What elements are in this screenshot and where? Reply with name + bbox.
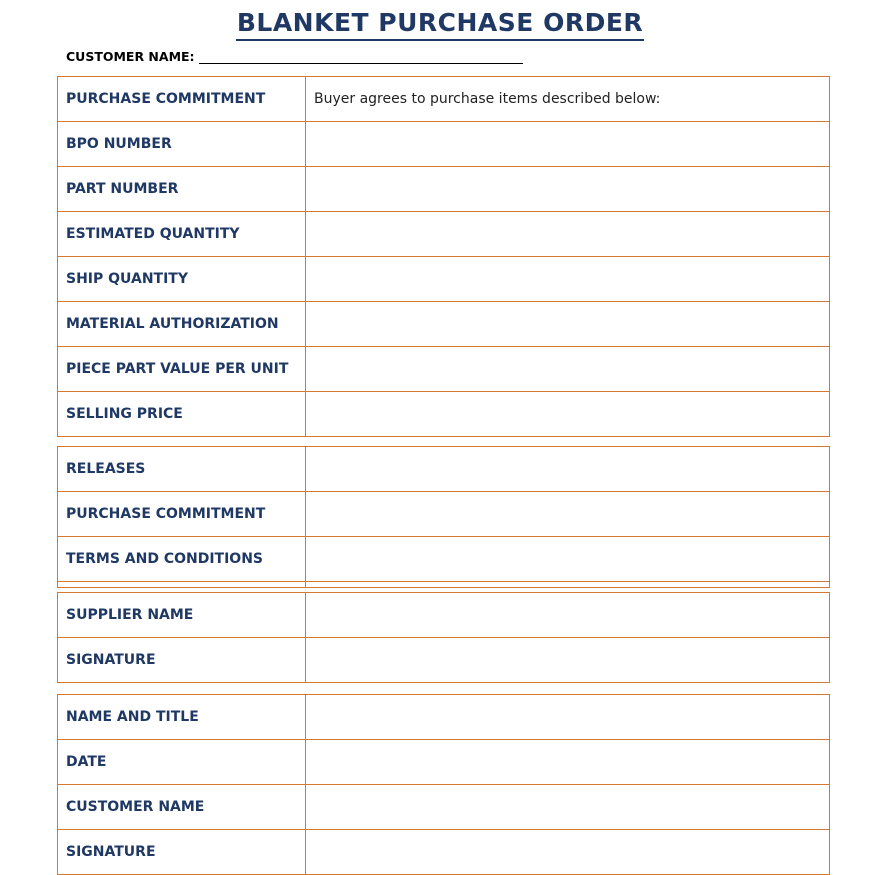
name-and-title-label: NAME AND TITLE <box>58 695 306 740</box>
table-row <box>58 537 830 582</box>
purchase-commitment-field-2[interactable] <box>306 492 830 537</box>
table-row <box>58 302 830 347</box>
part-number-label: PART NUMBER <box>58 167 306 212</box>
customer-name-row-field[interactable] <box>306 785 830 830</box>
table-row <box>58 77 830 122</box>
table-row <box>58 167 830 212</box>
bpo-number-field[interactable] <box>306 122 830 167</box>
supplier-name-label: SUPPLIER NAME <box>58 593 306 638</box>
customer-signoff-table <box>57 694 830 875</box>
table-row <box>58 593 830 638</box>
table-row <box>58 257 830 302</box>
spacer-cell <box>306 582 830 588</box>
releases-label: RELEASES <box>58 447 306 492</box>
name-and-title-field[interactable] <box>306 695 830 740</box>
supplier-signature-field[interactable] <box>306 638 830 683</box>
customer-name-line <box>66 49 523 64</box>
table-row <box>58 785 830 830</box>
customer-signature-field[interactable] <box>306 830 830 875</box>
purchase-commitment-label: PURCHASE COMMITMENT <box>58 77 306 122</box>
date-field[interactable] <box>306 740 830 785</box>
selling-price-label: SELLING PRICE <box>58 392 306 437</box>
document-title <box>0 2 880 41</box>
customer-signature-label: SIGNATURE <box>58 830 306 875</box>
purchase-commitment-label-2: PURCHASE COMMITMENT <box>58 492 306 537</box>
customer-name-field[interactable] <box>199 49 523 64</box>
terms-and-conditions-field[interactable] <box>306 537 830 582</box>
table-row <box>58 695 830 740</box>
customer-name-row-label: CUSTOMER NAME <box>58 785 306 830</box>
table-row <box>58 122 830 167</box>
material-authorization-field[interactable] <box>306 302 830 347</box>
table-row <box>58 740 830 785</box>
date-label: DATE <box>58 740 306 785</box>
ship-quantity-label: SHIP QUANTITY <box>58 257 306 302</box>
piece-part-value-label: PIECE PART VALUE PER UNIT <box>58 347 306 392</box>
selling-price-field[interactable] <box>306 392 830 437</box>
supplier-table <box>57 592 830 683</box>
document-title-text: BLANKET PURCHASE ORDER <box>236 7 644 41</box>
table-row <box>58 392 830 437</box>
part-number-field[interactable] <box>306 167 830 212</box>
ship-quantity-field[interactable] <box>306 257 830 302</box>
estimated-quantity-label: ESTIMATED QUANTITY <box>58 212 306 257</box>
table-row <box>58 638 830 683</box>
purchase-commitment-field[interactable]: Buyer agrees to purchase items described below: <box>306 77 830 122</box>
supplier-name-field[interactable] <box>306 593 830 638</box>
bpo-number-label: BPO NUMBER <box>58 122 306 167</box>
table-row <box>58 447 830 492</box>
supplier-signature-label: SIGNATURE <box>58 638 306 683</box>
piece-part-value-field[interactable] <box>306 347 830 392</box>
customer-name-label: CUSTOMER NAME: <box>66 49 195 64</box>
releases-field[interactable] <box>306 447 830 492</box>
table-spacer-row <box>58 582 830 588</box>
terms-and-conditions-label: TERMS AND CONDITIONS <box>58 537 306 582</box>
spacer-cell <box>58 582 306 588</box>
releases-table <box>57 446 830 588</box>
table-row <box>58 347 830 392</box>
purchase-details-table <box>57 76 830 437</box>
table-row <box>58 830 830 875</box>
table-row <box>58 492 830 537</box>
table-row <box>58 212 830 257</box>
material-authorization-label: MATERIAL AUTHORIZATION <box>58 302 306 347</box>
estimated-quantity-field[interactable] <box>306 212 830 257</box>
